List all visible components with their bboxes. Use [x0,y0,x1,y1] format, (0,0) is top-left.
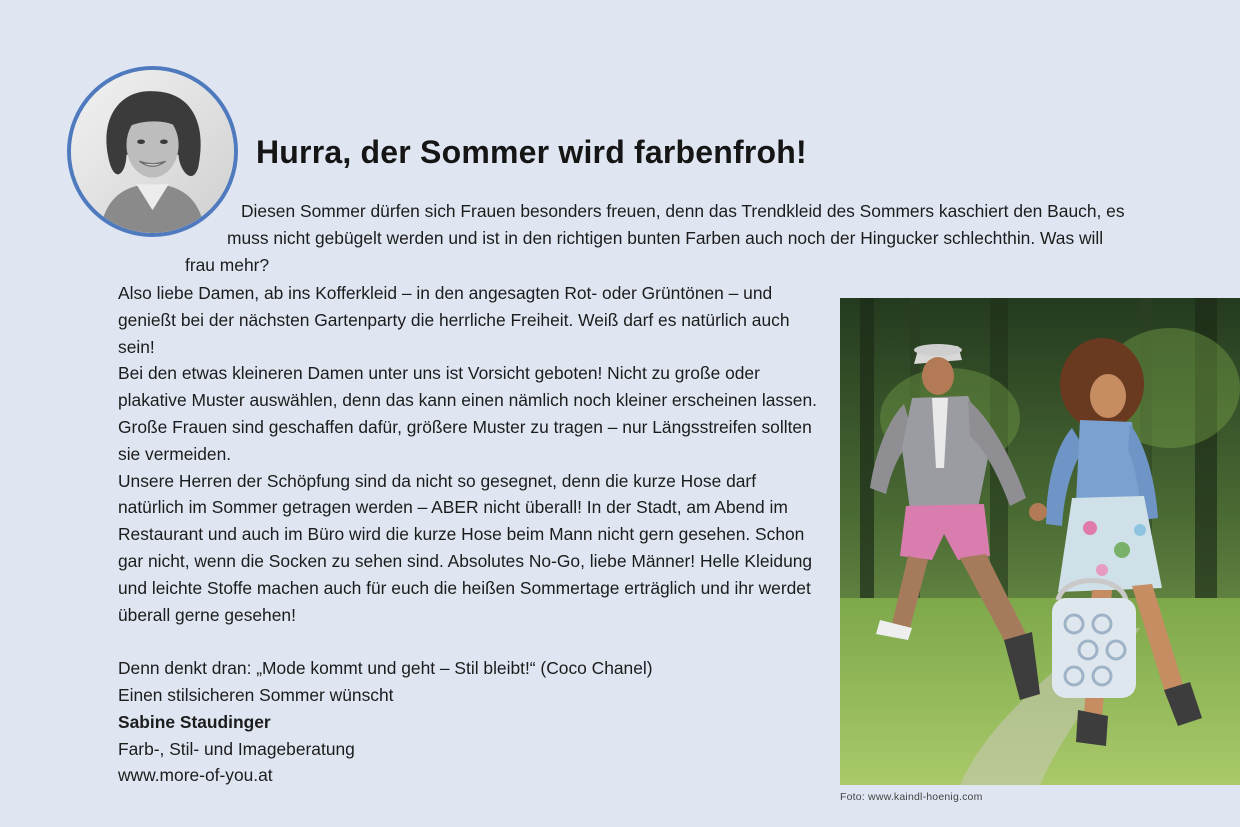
closing-wish: Einen stilsicheren Sommer wünscht [118,684,394,705]
author-website: www.more-of-you.at [118,765,273,786]
article-body [118,280,823,789]
intro-line-1: Diesen Sommer dürfen sich Frauen besonders freuen, denn das Trendkleid des Sommers kaschiert den Bauch, es [241,201,1125,221]
paragraph-small-ladies: Bei den etwas kleineren Damen unter uns ist Vorsicht geboten! Nicht zu große oder plakative Muster auswählen, denn das kann einen nämlich noch kleiner erscheinen lassen. Große Frauen sind geschaffen dafür, größere Muster zu tragen – nur Längsstreifen sollten sie vermeiden. [118,363,817,464]
paragraph-ladies: Also liebe Damen, ab ins Kofferkleid – in den angesagten Rot- oder Grüntönen – und genießt bei der nächsten Gartenparty die herrliche Freiheit. Weiß darf es natürlich auch sein! [118,283,790,357]
author-role: Farb-, Stil- und Imageberatung [118,738,355,759]
author-name: Sabine Staudinger [118,711,271,732]
closing-quote: Denn denkt dran: „Mode kommt und geht – Stil bleibt!“ (Coco Chanel) [118,658,653,679]
jumping-couple-photo-icon [840,298,1240,785]
spacer [118,628,823,655]
article-title: Hurra, der Sommer wird farbenfroh! [256,134,807,170]
author-portrait-icon [67,66,238,237]
photo-credit: Foto: www.kaindl-hoenig.com [840,791,983,803]
intro-line-3: frau mehr? [185,255,270,275]
intro-line-2: muss nicht gebügelt werden und ist in den richtigen bunten Farben auch noch der Hingucker schlechthin. Was will [227,228,1104,248]
paragraph-gentlemen: Unsere Herren der Schöpfung sind da nicht so gesegnet, denn die kurze Hose darf natürlich im Sommer getragen werden – ABER nicht überall! In der Stadt, am Abend im Restaurant und auch im Büro wird die kurze Hose beim Mann nicht gern gesehen. Schon gar nicht, wenn die Socken zu sehen sind. Absolutes No-Go, liebe Männer! Helle Kleidung und leichte Stoffe machen auch für euch die heißen Sommertage erträglich und ihr werdet überall gerne gesehen! [118,470,813,625]
